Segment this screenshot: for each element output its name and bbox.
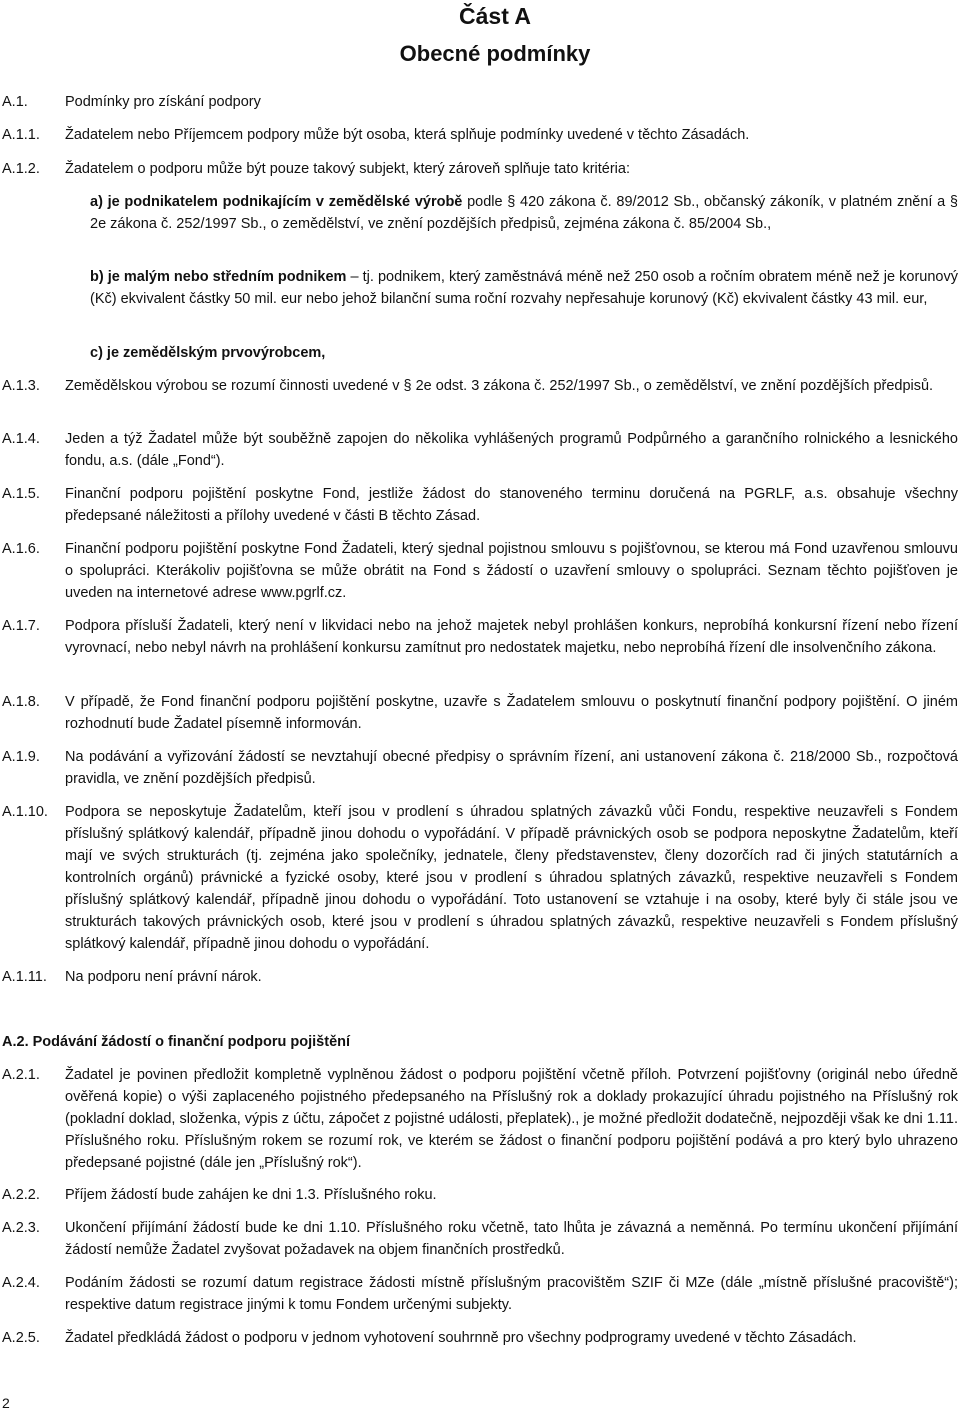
- clause-number: A.2.5.: [2, 1330, 40, 1346]
- clause-text: Finanční podporu pojištění poskytne Fond Žadateli, který sjednal pojistnou smlouvu s pojišťovnou, se kterou má Fond uzavřenou smlouvu o spolupráci. Kterákoliv pojišťovna se může obrátit na Fond s žádostí o uzavření smlouvy o spolupráci. Seznam těchto pojišťoven je uveden na internetové adrese www.pgrlf.cz.: [65, 541, 958, 601]
- clause-number: A.1.6.: [2, 541, 40, 557]
- clause-text: Podpora se neposkytuje Žadatelům, kteří jsou v prodlení s úhradou splatných závazků vůči Fondu, respektive neuzavřeli s Fondem příslušný splátkový kalendář, případně jinou dohodu o vypořádání. V případě právnických osob se podpora neposkytne Žadatelům, kteří mají ve svých strukturách (tj. zejména jako společníky, jednatele, členy představenstev, členy dozorčích rad či jiných statutárních a kontrolních orgánů) právnické a fyzické osoby, které jsou v prodlení s úhradou splatných závazků, respektive neuzavřeli s Fondem příslušný splátkový kalendář, případně jinou dohodu o vypořádání. Toto ustanovení se vztahuje i na osoby, které byly či stále jsou ve strukturách takových právnických osob, které jsou v prodlení s úhradou splatných závazků, respektive neuzavřeli s Fondem příslušný splátkový kalendář, případně jinou dohodu o vypořádání.: [65, 804, 958, 952]
- clause-text: Ukončení přijímání žádostí bude ke dni 1.10. Příslušného roku včetně, tato lhůta je závazná a neměnná. Po termínu ukončení přijímání žádostí nemůže Žadatel zvyšovat požadavek na objem finančních prostředků.: [65, 1220, 958, 1258]
- clause-number: A.1.2.: [2, 161, 40, 177]
- clause-number: A.2.2.: [2, 1187, 40, 1203]
- clause-number: A.2.4.: [2, 1275, 40, 1291]
- section-title: A.2. Podávání žádostí o finanční podporu pojištění: [2, 1034, 351, 1050]
- criterion-b: [90, 266, 958, 310]
- clause-text: V případě, že Fond finanční podporu pojištění poskytne, uzavře s Žadatelem smlouvu o poskytnutí finanční podpory pojištění. O jiném rozhodnutí bude Žadatel písemně informován.: [65, 694, 958, 732]
- clause-text: Žadatel je povinen předložit kompletně vyplněnou žádost o podporu pojištění včetně příloh. Potvrzení pojišťovny (originál nebo úředně ověřená kopie) o výši zaplaceného pojistného předepsaného na Příslušný rok a doklady prokazující úhradu pojistného na Příslušný rok (pokladní doklad, složenka, výpis z účtu, zápočet z pojistné události, přeplatek)., je možné předložit dodatečně, nejpozději však ke dni 1.11. Příslušného roku. Příslušným rokem se rozumí rok, ve kterém se žádost o finanční podporu pojištění podává a pro který bylo uhrazeno předepsané pojistné (dále jen „Příslušný rok“).: [65, 1067, 958, 1171]
- clause-text: Na podporu není právní nárok.: [65, 969, 262, 985]
- criterion-a-label: a) je podnikatelem podnikajícím v zemědělské výrobě: [90, 194, 463, 210]
- clause-number: A.1.3.: [2, 378, 40, 394]
- clause-number: A.1.5.: [2, 486, 40, 502]
- clause-text: Podpora přísluší Žadateli, který není v likvidaci nebo na jehož majetek nebyl prohlášen konkurs, neprobíhá konkursní řízení nebo řízení vyrovnací, nebo nebyl návrh na prohlášení konkursu zamítnut pro nedostatek majetku, nebo neprobíhá řízení dle insolvenčního zákona.: [65, 618, 958, 656]
- clause-number: A.1.4.: [2, 431, 40, 447]
- page-number: 2: [2, 1395, 10, 1411]
- clause-text: Na podávání a vyřizování žádostí se nevztahují obecné předpisy o správním řízení, ani ustanovení zákona č. 218/2000 Sb., rozpočtová pravidla, ve znění pozdějších předpisů.: [65, 749, 958, 787]
- clause-number: A.2.3.: [2, 1220, 40, 1236]
- criterion-b-label: b) je malým nebo středním podnikem: [90, 269, 347, 285]
- criterion-b-text: – tj. podnikem, který zaměstnává méně než 250 osob a ročním obratem méně než je korunový (Kč) ekvivalent částky 50 mil. eur nebo jehož bilanční suma roční rozvahy nepřesahuje korunový (Kč) ekvivalent částky 43 mil. eur,: [90, 269, 958, 307]
- clause-number: A.1.8.: [2, 694, 40, 710]
- criterion-c: [90, 342, 958, 364]
- clause-number: A.1.10.: [2, 804, 48, 820]
- clause-number: A.2.1.: [2, 1067, 40, 1083]
- clause-text: Žadatel předkládá žádost o podporu v jednom vyhotovení souhrnně pro všechny podprogramy uvedené v těchto Zásadách.: [65, 1330, 857, 1346]
- part-title: Část A: [459, 3, 531, 29]
- section-number: A.1.: [2, 94, 28, 110]
- clause-text: Příjem žádostí bude zahájen ke dni 1.3. Příslušného roku.: [65, 1187, 437, 1203]
- criterion-c-label: c) je zemědělským prvovýrobcem,: [90, 345, 326, 361]
- clause-text: Finanční podporu pojištění poskytne Fond, jestliže žádost do stanoveného terminu doručená na PGRLF, a.s. obsahuje všechny předepsané náležitosti a přílohy uvedené v části B těchto Zásad.: [65, 486, 958, 524]
- clause-number: A.1.7.: [2, 618, 40, 634]
- clause-text: Podáním žádosti se rozumí datum registrace žádosti místně příslušným pracovištěm SZIF či MZe (dále „místně příslušné pracoviště“); respektive datum registrace jinými k tomu Fondem určenými subjekty.: [65, 1275, 958, 1313]
- clause-text: Jeden a týž Žadatel může být souběžně zapojen do několika vyhlášených programů Podpůrného a garančního rolnického a lesnického fondu, a.s. (dále „Fond“).: [65, 431, 958, 469]
- clause-number: A.1.9.: [2, 749, 40, 765]
- clause-text: Zemědělskou výrobou se rozumí činnosti uvedené v § 2e odst. 3 zákona č. 252/1997 Sb., o zemědělství, ve znění pozdějších předpisů.: [65, 378, 934, 394]
- criterion-a: [90, 191, 958, 235]
- section-title: Podmínky pro získání podpory: [65, 94, 261, 110]
- criterion-a-text: podle § 420 zákona č. 89/2012 Sb., občanský zákoník, v platném znění a § 2e zákona č. 252/1997 Sb., o zemědělství, ve znění pozdějších předpisů, zejména zákona č. 85/2004 Sb.,: [90, 194, 958, 232]
- clause-text: Žadatelem nebo Příjemcem podpory může být osoba, která splňuje podmínky uvedené v těchto Zásadách.: [65, 127, 750, 143]
- page-title: Obecné podmínky: [399, 41, 591, 66]
- clause-text: Žadatelem o podporu může být pouze takový subjekt, který zároveň splňuje tato kritéria:: [65, 161, 630, 177]
- clause-number: A.1.1.: [2, 127, 40, 143]
- clause-number: A.1.11.: [2, 969, 47, 985]
